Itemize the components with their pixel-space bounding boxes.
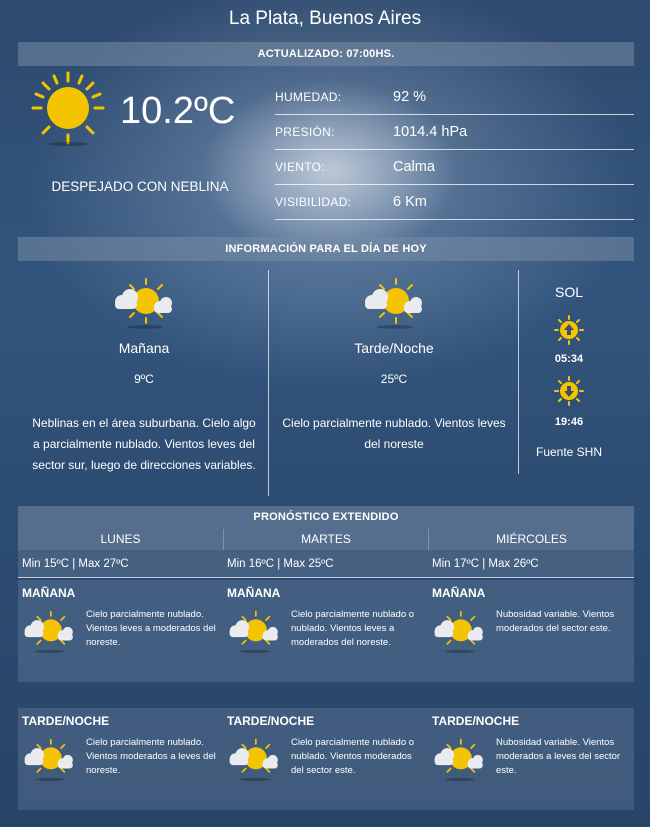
current-temperature: 10.2ºC bbox=[120, 90, 236, 132]
partly-cloudy-icon bbox=[22, 610, 78, 654]
stat-label: PRESIÓN: bbox=[275, 125, 335, 139]
today-morning bbox=[20, 340, 268, 476]
city-title: La Plata, Buenos Aires bbox=[228, 8, 422, 29]
day-minmax: Min 15ºC | Max 27ºC bbox=[18, 550, 223, 578]
sunset-time: 19:46 bbox=[554, 416, 584, 428]
period-label: TARDE/NOCHE bbox=[227, 714, 315, 728]
period-description: Cielo parcialmente nublado o nublado. Vientos moderados del sector este. bbox=[291, 737, 415, 776]
stat-value: 92 % bbox=[393, 89, 427, 105]
evening-cell bbox=[18, 708, 223, 810]
divider bbox=[268, 270, 269, 496]
stat-pressure bbox=[275, 115, 634, 150]
sunrise-time: 05:34 bbox=[554, 353, 584, 365]
day-name: LUNES bbox=[18, 529, 223, 550]
period-description: Cielo parcialmente nublado. Vientos moderados a leves del noreste. bbox=[86, 737, 216, 776]
partly-cloudy-icon bbox=[227, 738, 283, 782]
day-minmax: Min 16ºC | Max 25ºC bbox=[223, 550, 428, 578]
day-column bbox=[18, 529, 223, 810]
extended-forecast bbox=[18, 529, 634, 810]
period-description: Cielo parcialmente nublado o nublado. Vientos leves a moderados del noreste. bbox=[291, 609, 415, 648]
partly-cloudy-icon bbox=[227, 610, 283, 654]
period-label: TARDE/NOCHE bbox=[22, 714, 110, 728]
sunset-icon bbox=[554, 376, 584, 406]
sun-title: SOL bbox=[554, 284, 583, 300]
partly-cloudy-icon bbox=[362, 277, 428, 329]
stat-value: Calma bbox=[393, 159, 435, 175]
partly-cloudy-icon bbox=[22, 738, 78, 782]
morning-cell bbox=[18, 580, 223, 682]
stat-wind bbox=[275, 150, 634, 185]
partly-cloudy-icon bbox=[432, 610, 488, 654]
stat-visibility bbox=[275, 185, 634, 220]
day-column bbox=[428, 529, 634, 810]
morning-cell bbox=[223, 580, 428, 682]
stat-label: VIENTO: bbox=[275, 160, 325, 174]
partly-cloudy-icon bbox=[112, 277, 178, 329]
stat-label: VISIBILIDAD: bbox=[275, 195, 352, 209]
period-label: Tarde/Noche bbox=[354, 340, 434, 356]
partly-cloudy-icon bbox=[432, 738, 488, 782]
period-label: MAÑANA bbox=[432, 586, 486, 600]
evening-cell bbox=[223, 708, 428, 810]
day-column bbox=[223, 529, 428, 810]
stat-value: 1014.4 hPa bbox=[393, 124, 468, 140]
period-label: MAÑANA bbox=[22, 586, 76, 600]
divider bbox=[518, 270, 519, 474]
period-description: Cielo parcialmente nublado. Vientos leves a moderados del noreste. bbox=[86, 609, 216, 648]
period-temp: 25ºC bbox=[380, 372, 408, 386]
stat-value: 6 Km bbox=[393, 194, 427, 210]
morning-cell bbox=[428, 580, 634, 682]
sun-info bbox=[519, 284, 619, 300]
period-label: MAÑANA bbox=[227, 586, 281, 600]
period-description: Nubosidad variable. Vientos moderados a leves del sector este. bbox=[496, 737, 621, 776]
extended-title-bar: PRONÓSTICO EXTENDIDO bbox=[18, 506, 634, 529]
stat-label: HUMEDAD: bbox=[275, 90, 342, 104]
evening-cell bbox=[428, 708, 634, 810]
current-condition: DESPEJADO CON NEBLINA bbox=[51, 179, 229, 194]
period-temp: 9ºC bbox=[134, 372, 154, 386]
day-name: MIÉRCOLES bbox=[428, 529, 634, 550]
today-title-bar: INFORMACIÓN PARA EL DÍA DE HOY bbox=[18, 237, 634, 261]
stat-humidity bbox=[275, 80, 634, 115]
period-description: Neblinas en el área suburbana. Cielo algo a parcialmente nublado. Vientos leves del sector sur, luego de direcciones variables. bbox=[32, 416, 256, 472]
sunrise-icon bbox=[554, 315, 584, 345]
updated-bar: ACTUALIZADO: 07:00HS. bbox=[18, 42, 634, 66]
today-evening bbox=[270, 340, 518, 455]
source-label: Fuente SHN bbox=[535, 445, 603, 459]
sun-icon bbox=[30, 70, 106, 146]
day-minmax: Min 17ºC | Max 26ºC bbox=[428, 550, 634, 578]
stats-list bbox=[275, 80, 634, 220]
period-label: Mañana bbox=[118, 340, 170, 356]
period-label: TARDE/NOCHE bbox=[432, 714, 520, 728]
day-name: MARTES bbox=[223, 529, 428, 550]
period-description: Nubosidad variable. Vientos moderados del sector este. bbox=[496, 609, 615, 634]
period-description: Cielo parcialmente nublado. Vientos leves del noreste bbox=[282, 416, 506, 451]
